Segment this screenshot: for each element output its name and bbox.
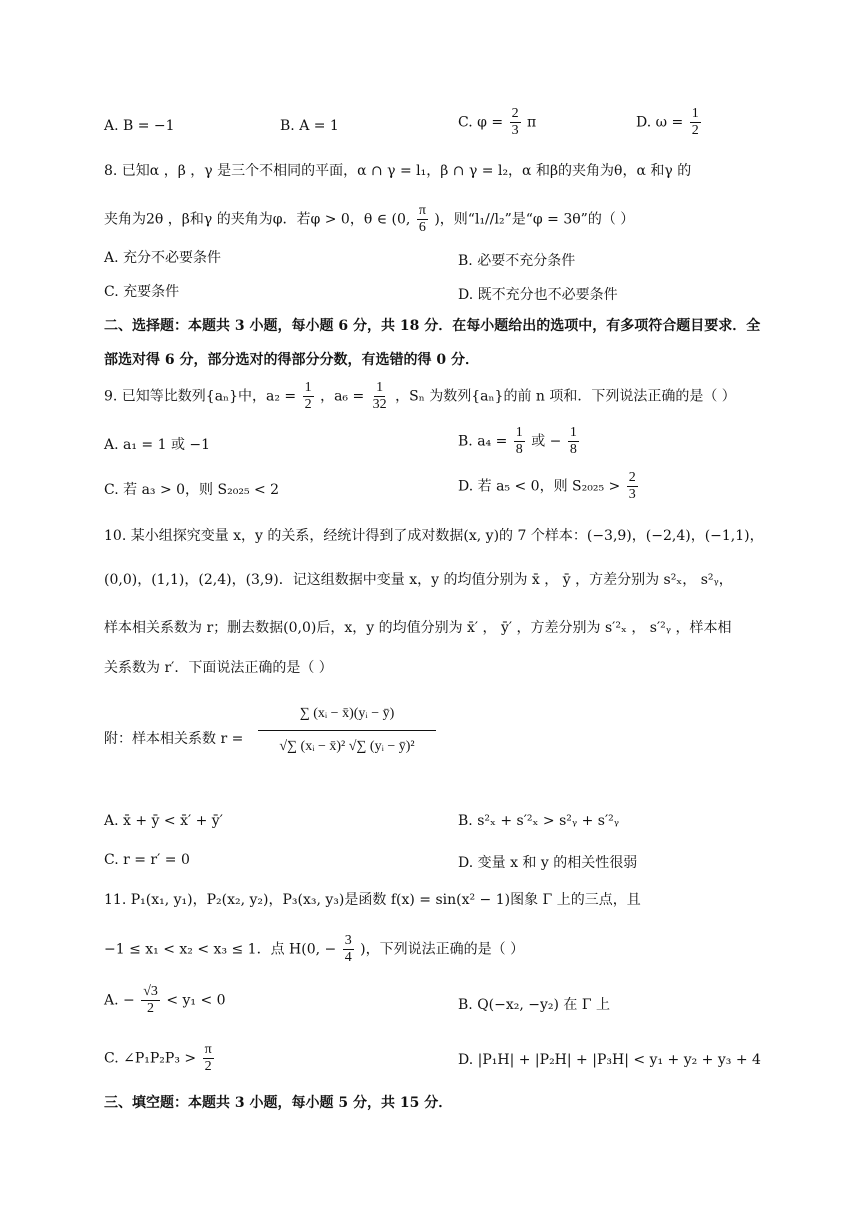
q8-stem-line2-b: )，则“l₁//l₂”是“φ = 3θ”的（ ） (434, 211, 635, 228)
formula-numerator-text: ∑ (xᵢ − x̄)(yᵢ − ȳ) (299, 706, 395, 721)
q11-option-b: B. Q(−x₂, −y₂) 在 Γ 上 (458, 997, 611, 1013)
q9-n1: 1 (304, 380, 312, 395)
q9-option-b (458, 425, 581, 458)
q9-option-b-a: B. a₄ = (458, 433, 508, 450)
q9b-n1: 1 (515, 425, 523, 440)
section3-heading: 三、填空题：本题共 3 小题，每小题 5 分，共 15 分． (104, 1095, 453, 1111)
q9-d2: 32 (372, 397, 387, 412)
q9d-frac (627, 470, 638, 503)
q9-stem-c: ，Sₙ 为数列{aₙ}的前 n 项和．下列说法正确的是（ ） (395, 388, 736, 405)
q7-option-d (636, 106, 703, 139)
q7-option-c-suffix: π (527, 114, 537, 131)
q11c-n: π (204, 1042, 212, 1057)
q7-option-c-prefix: C. φ = (458, 114, 504, 131)
q9-d1: 2 (304, 397, 312, 412)
q11-option-a-b: < y₁ < 0 (166, 992, 226, 1009)
q10-option-c: C. r = r′ = 0 (104, 852, 190, 868)
q8-stem-line1: 8. 已知α ，β ，γ 是三个不相同的平面，α ∩ γ = l₁，β ∩ γ = l₂，α 和β的夹角为θ，α 和γ 的 (104, 163, 692, 179)
q11-frac (343, 933, 354, 966)
q11-option-d: D. |P₁H| + |P₂H| + |P₃H| < y₁ + y₂ + y₃ + 4 (458, 1052, 761, 1068)
q11-stem-line2-b: )，下列说法正确的是（ ） (360, 941, 525, 958)
q11a-n: √3 (143, 984, 158, 999)
q7-option-c (458, 106, 536, 139)
formula-denominator: √∑ (xᵢ − x̄)² √∑ (yᵢ − ȳ)² (279, 739, 415, 754)
q8-stem-line2-a: 夹角为2θ ，β和γ 的夹角为φ．若φ > 0，θ ∈ (0, (104, 211, 411, 228)
q9b-frac2 (568, 425, 579, 458)
q9-frac1 (303, 380, 314, 413)
q9-stem-a: 9. 已知等比数列{aₙ}中，a₂ = (104, 388, 297, 405)
q8-option-b: B. 必要不充分条件 (458, 253, 576, 269)
q9b-n2: 1 (569, 425, 577, 440)
q11-option-c-a: C. ∠P₁P₂P₃ > (104, 1050, 197, 1067)
q9d-d: 3 (628, 487, 636, 502)
q11c-frac (203, 1042, 214, 1075)
q7c-den: 3 (511, 123, 519, 138)
q9-n2: 1 (376, 380, 384, 395)
q10-option-b: B. s²ₓ + s′²ₓ > s²ᵧ + s′²ᵧ (458, 813, 620, 829)
q11-option-c (104, 1042, 216, 1075)
q7-option-d-prefix: D. ω = (636, 114, 684, 131)
q11-stem-line2 (104, 933, 524, 966)
q11-option-a-a: A. − (104, 992, 135, 1009)
q11-d: 4 (344, 950, 352, 965)
q11-option-a (104, 984, 226, 1017)
q9-option-c: C. 若 a₃ > 0，则 S₂₀₂₅ < 2 (104, 482, 280, 498)
q9d-n: 2 (628, 470, 636, 485)
formula-numerator (258, 700, 436, 722)
q9-option-d (458, 470, 640, 503)
q8-option-d: D. 既不充分也不必要条件 (458, 287, 618, 303)
q8-num: π (418, 203, 426, 218)
q10-stem-line1: 10. 某小组探究变量 x，y 的关系，经统计得到了成对数据(x, y)的 7 个样本：(−3,9)，(−2,4)，(−1,1)， (104, 528, 764, 544)
q11c-d: 2 (204, 1059, 212, 1074)
q11-n: 3 (344, 933, 352, 948)
formula-label: 附：样本相关系数 r = (104, 731, 244, 747)
q9b-d1: 8 (515, 442, 523, 457)
q7-option-b: B. A = 1 (280, 118, 339, 134)
q9-option-d-a: D. 若 a₅ < 0，则 S₂₀₂₅ > (458, 478, 621, 495)
q8-stem-line2 (104, 203, 634, 236)
q8-option-c: C. 充要条件 (104, 284, 180, 300)
q9-stem-b: ，a₆ = (320, 388, 365, 405)
q7-option-d-fraction (690, 106, 701, 139)
q7-option-c-fraction (510, 106, 521, 139)
q9-stem (104, 380, 736, 413)
q10-stem-line4: 关系数为 r′．下面说法正确的是（ ） (104, 660, 333, 676)
q9-frac2 (371, 380, 389, 413)
q9b-frac1 (514, 425, 525, 458)
q11-stem-line1: 11. P₁(x₁, y₁)，P₂(x₂, y₂)，P₃(x₃, y₃)是函数 f(x) = sin(x² − 1)图象 Γ 上的三点，且 (104, 892, 641, 908)
section2-heading-line2: 部选对得 6 分，部分选对的得部分分数，有选错的得 0 分． (104, 352, 479, 368)
q7-option-a: A. B = −1 (104, 118, 175, 134)
q7d-den: 2 (691, 123, 699, 138)
q7d-num: 1 (691, 106, 699, 121)
q11-stem-line2-a: −1 ≤ x₁ < x₂ < x₃ ≤ 1．点 H(0, − (104, 941, 337, 958)
q8-fraction (417, 203, 428, 236)
q10-stem-line3: 样本相关系数为 r；删去数据(0,0)后，x，y 的均值分别为 x̄′ ， ȳ′ ，方差分别为 s′²ₓ ， s′²ᵧ ，样本相 (104, 620, 732, 636)
q11a-d: 2 (147, 1001, 155, 1016)
q9-option-a: A. a₁ = 1 或 −1 (104, 437, 211, 453)
correlation-formula (104, 700, 444, 770)
q9-option-b-b: 或 − (531, 433, 562, 450)
q8-option-a: A. 充分不必要条件 (104, 250, 222, 266)
q10-option-a: A. x̄ + ȳ < x̄′ + ȳ′ (104, 813, 223, 829)
q9b-d2: 8 (569, 442, 577, 457)
q8-den: 6 (418, 220, 426, 235)
q10-stem-line2: (0,0)，(1,1)，(2,4)，(3,9)．记这组数据中变量 x，y 的均值分别为 x̄ ， ȳ ，方差分别为 s²ₓ， s²ᵧ， (104, 572, 733, 588)
section2-heading-line1: 二、选择题：本题共 3 小题，每小题 6 分，共 18 分．在每小题给出的选项中，有多项符合题目要求．全 (104, 318, 761, 334)
q10-option-d: D. 变量 x 和 y 的相关性很弱 (458, 855, 638, 871)
q11a-frac (141, 984, 160, 1017)
q7c-num: 2 (511, 106, 519, 121)
